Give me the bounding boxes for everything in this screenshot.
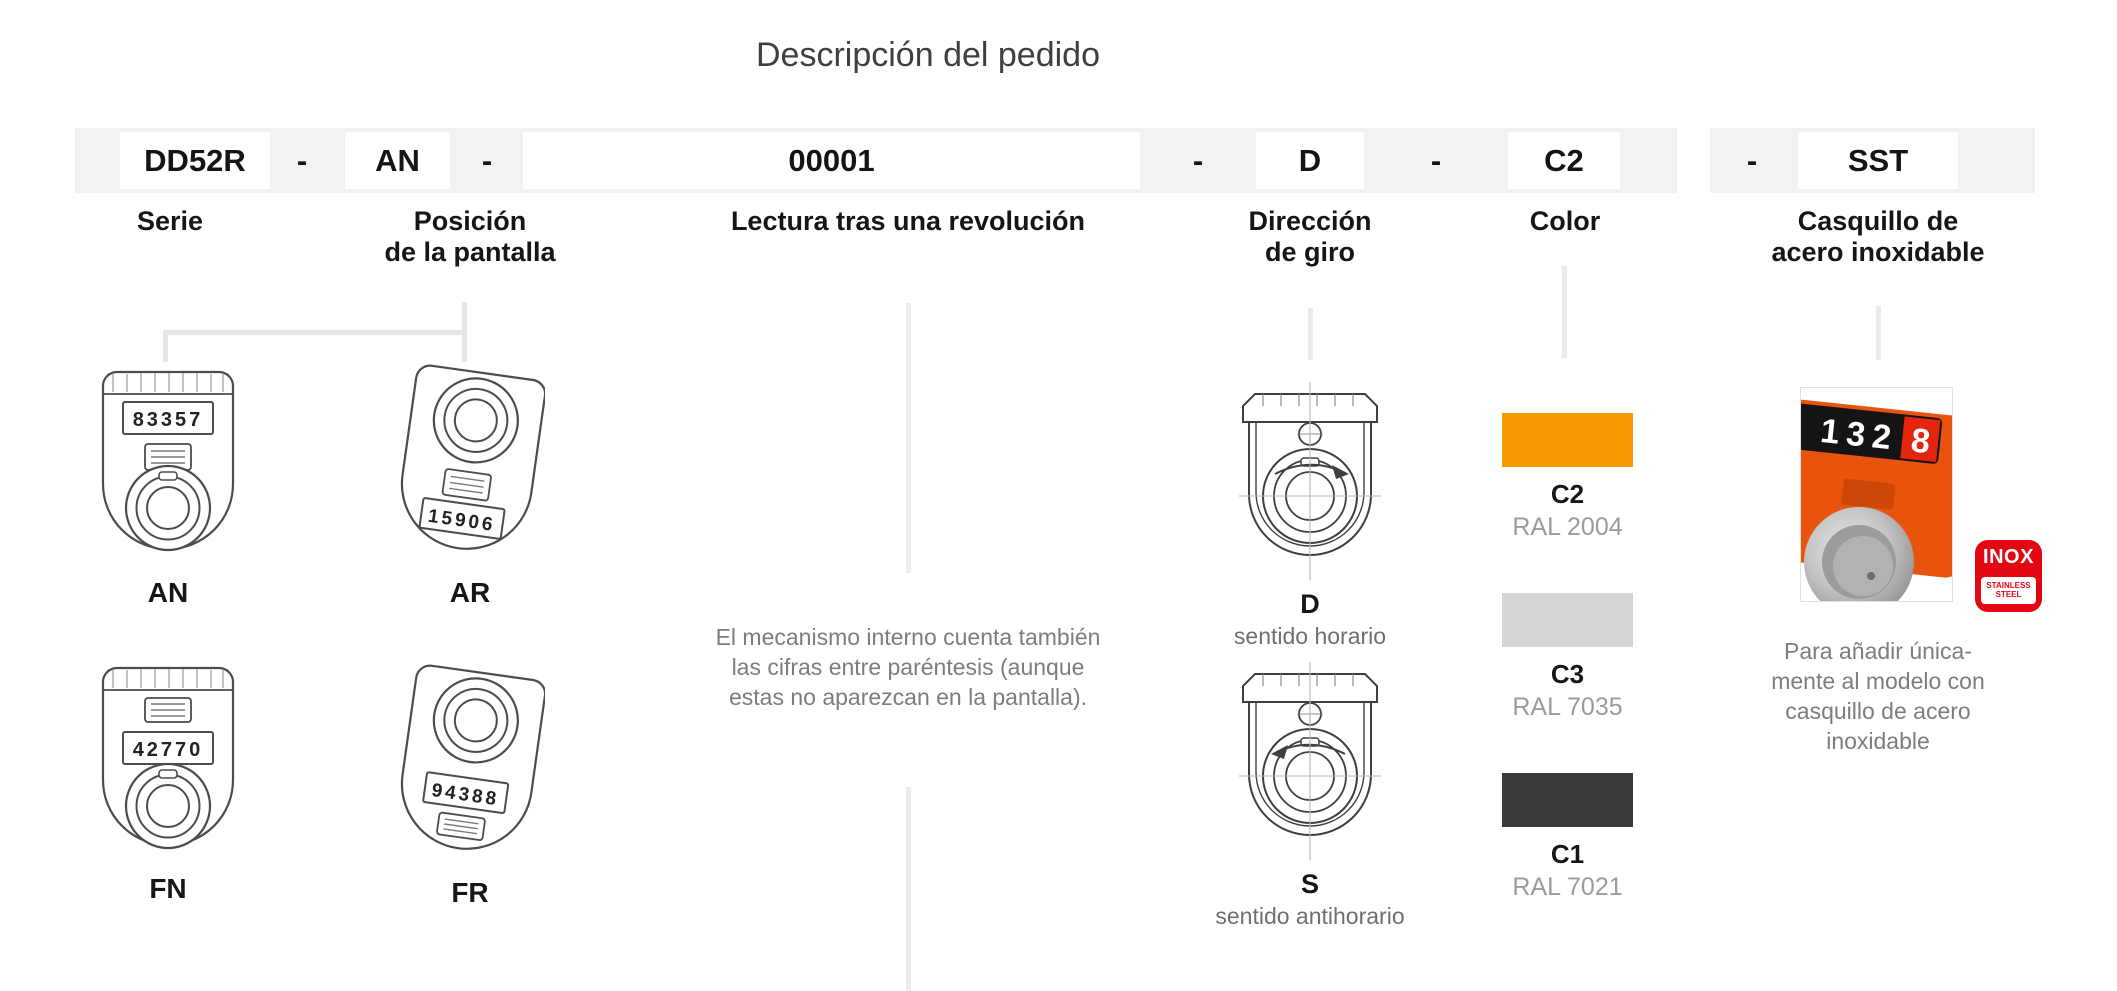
column-label-line: Posición xyxy=(413,206,527,236)
orange-indicator-photo-icon xyxy=(1801,388,1952,601)
color-code: C1 xyxy=(1550,839,1585,869)
color-ral: RAL 2004 xyxy=(1512,513,1623,541)
color-option-c3 xyxy=(1502,593,1633,722)
color-code: C3 xyxy=(1550,659,1585,689)
casquillo-note xyxy=(1758,636,1998,756)
variant-fr xyxy=(395,656,545,909)
column-label-line: acero inoxidable xyxy=(1771,237,1985,267)
column-label-line: Dirección xyxy=(1248,206,1372,236)
color-option-c2 xyxy=(1502,413,1633,542)
direction-code: S xyxy=(1300,869,1319,899)
casquillo-product-photo xyxy=(1800,387,1953,602)
variant-fn xyxy=(93,652,243,905)
inox-badge-sub-line: STEEL xyxy=(1995,590,2022,599)
svg-text:132: 132 xyxy=(1818,411,1900,458)
casquillo-connector xyxy=(1876,306,1881,360)
color-connector xyxy=(1562,266,1567,358)
column-label-lectura xyxy=(658,206,1158,237)
code-segment-color: C2 xyxy=(1508,132,1620,189)
color-ral: RAL 7021 xyxy=(1512,873,1623,901)
column-label-line: Casquillo de xyxy=(1797,206,1959,236)
code-segment-serie: DD52R xyxy=(120,132,270,189)
column-label-line: de la pantalla xyxy=(384,237,556,267)
counter-drawing-fr-icon xyxy=(395,656,545,868)
column-label-serie xyxy=(70,206,270,237)
lectura-connector xyxy=(906,303,911,573)
direction-description: sentido antihorario xyxy=(1215,903,1405,929)
code-separator: - xyxy=(1746,142,1758,178)
inox-badge-subtitle xyxy=(1981,577,2036,604)
direccion-option-s xyxy=(1195,660,1425,930)
svg-text:83357: 83357 xyxy=(132,409,204,431)
variant-code: AN xyxy=(147,577,189,608)
counter-drawing-fn-icon xyxy=(93,652,243,864)
lectura-note: El mecanismo interno cuenta también las cifras entre paréntesis (aunque estas no aparezcan en la pantalla). xyxy=(715,624,1101,710)
svg-text:94388: 94388 xyxy=(430,780,501,811)
code-segment-lectura: 00001 xyxy=(523,132,1140,189)
direction-description: sentido horario xyxy=(1233,623,1387,649)
direction-code: D xyxy=(1300,589,1320,619)
color-swatch-darkgray xyxy=(1502,773,1633,827)
direccion-connector xyxy=(1308,308,1313,360)
counter-drawing-an-icon xyxy=(93,356,243,568)
svg-text:15906: 15906 xyxy=(426,505,497,537)
code-separator: - xyxy=(296,142,308,178)
column-label-line: Serie xyxy=(136,206,204,236)
inox-badge-title: INOX xyxy=(1983,546,2034,568)
serie-connector-right xyxy=(462,302,467,362)
code-separator: - xyxy=(1192,142,1204,178)
variant-ar xyxy=(395,356,545,609)
column-label-line: de giro xyxy=(1264,237,1355,267)
code-segment-direccion: D xyxy=(1256,132,1364,189)
serie-connector-horizontal xyxy=(163,330,467,335)
column-label-line: Color xyxy=(1529,206,1601,236)
casquillo-note-line: inoxidable xyxy=(1826,728,1930,754)
color-swatch-lightgray xyxy=(1502,593,1633,647)
variant-an xyxy=(93,356,243,609)
code-separator: - xyxy=(481,142,493,178)
inox-badge-sub-line: STAINLESS xyxy=(1986,581,2031,590)
rotation-counterclockwise-drawing-icon xyxy=(1225,660,1395,862)
column-label-direccion xyxy=(1160,206,1460,268)
color-swatch-orange xyxy=(1502,413,1633,467)
svg-text:42770: 42770 xyxy=(132,739,204,761)
variant-code: FN xyxy=(149,873,187,904)
code-segment-casquillo: SST xyxy=(1798,132,1958,189)
casquillo-note-line: casquillo de acero xyxy=(1785,698,1971,724)
direccion-option-d xyxy=(1195,380,1425,650)
code-separator: - xyxy=(1430,142,1442,178)
page-title: Descripción del pedido xyxy=(756,36,1100,74)
color-option-c1 xyxy=(1502,773,1633,902)
column-label-posicion xyxy=(320,206,620,268)
column-label-casquillo xyxy=(1728,206,2028,268)
casquillo-note-line: mente al modelo con xyxy=(1771,668,1985,694)
color-code: C2 xyxy=(1550,479,1585,509)
variant-code: AR xyxy=(449,577,491,608)
svg-text:8: 8 xyxy=(1909,421,1932,462)
column-label-line: Lectura tras una revolución xyxy=(730,206,1086,236)
inox-stainless-steel-badge xyxy=(1975,540,2042,612)
column-label-color xyxy=(1465,206,1665,237)
variant-code: FR xyxy=(451,877,489,908)
rotation-clockwise-drawing-icon xyxy=(1225,380,1395,582)
lectura-connector-bottom xyxy=(906,787,911,991)
color-ral: RAL 7035 xyxy=(1512,693,1623,721)
code-segment-posicion: AN xyxy=(345,132,450,189)
counter-drawing-ar-icon xyxy=(395,356,545,568)
casquillo-note-line: Para añadir única- xyxy=(1784,638,1972,664)
